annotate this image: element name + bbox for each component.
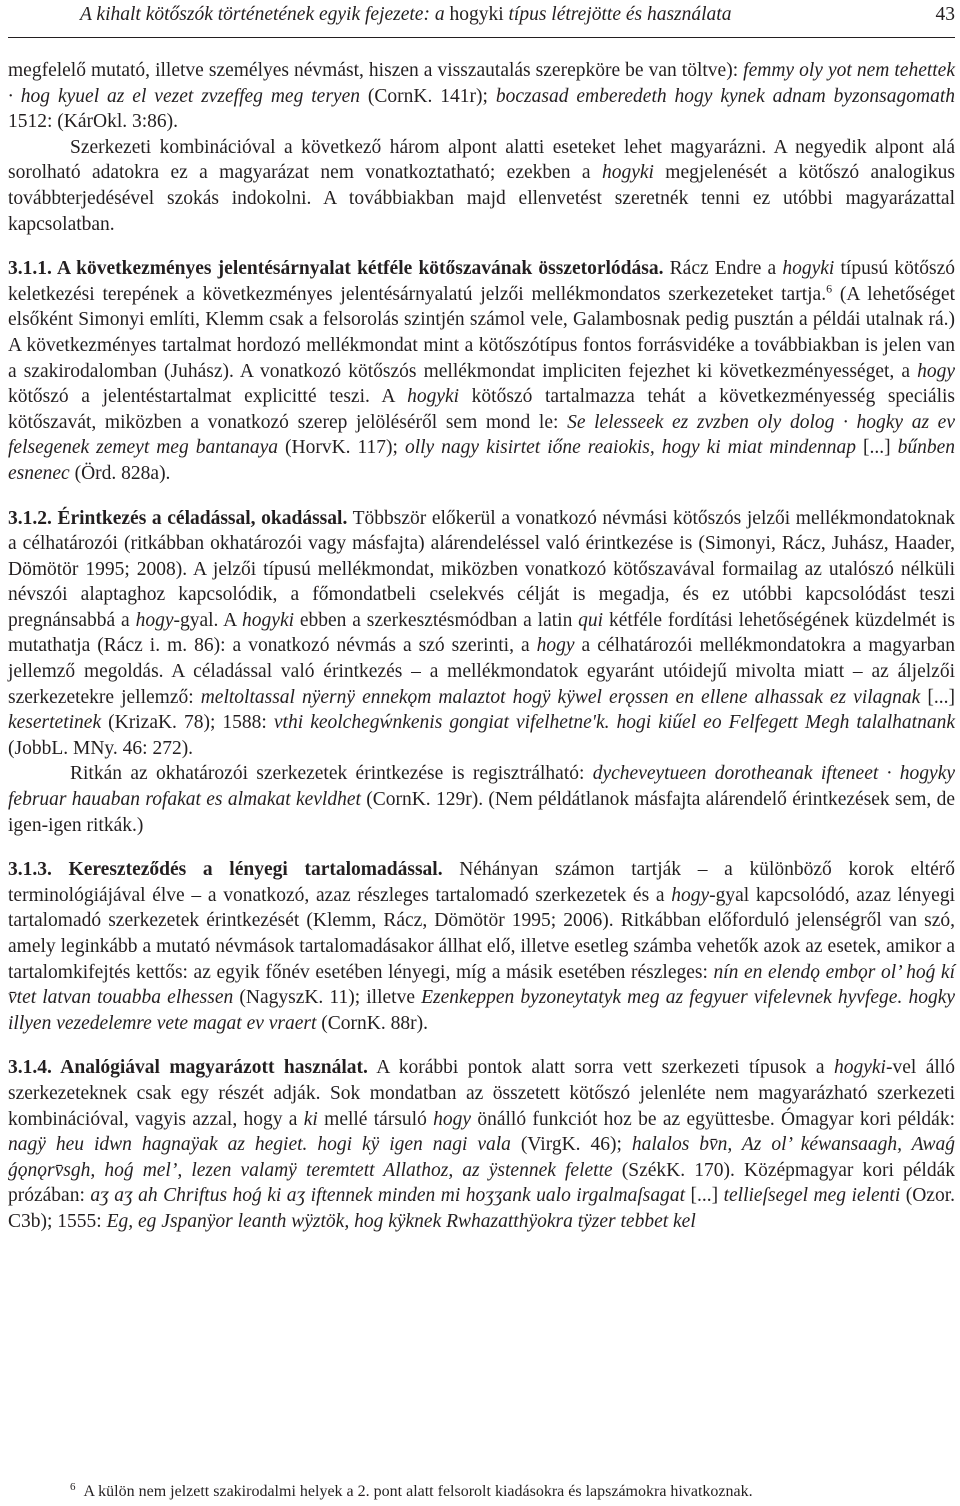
italic-citation: boczasad emberedeth hogy kynek adnam byzonsagomath bbox=[495, 85, 956, 107]
section-3-1-3 bbox=[8, 857, 955, 1036]
text-run: (VirgK. 46); bbox=[510, 1134, 632, 1156]
text-run: (SzékK. 170). Középmagyar kori példák prózában: bbox=[8, 1159, 955, 1207]
text-run: megjelenését a kötőszó analogikus továbbterjedésével szokás indokolni. A továbbiakban majd ellenvetést szeretnék tenni ez utóbbi magyarázattal kapcsolatban. bbox=[8, 162, 955, 235]
text-run: (NagyszK. 11); illetve bbox=[233, 987, 422, 1009]
text-run: (Ozor. C3b); 1555: bbox=[8, 1185, 955, 1232]
italic-citation: meltoltassal nÿernÿ ennekǫm malaztot hogÿ kÿwel erǫssen en ellene alhassak ez vilagnak bbox=[200, 686, 921, 708]
section-heading: 3.1.3. Kereszteződés a lényegi tartalomadással. bbox=[8, 859, 443, 881]
text-run: mellé társuló bbox=[317, 1108, 434, 1130]
paragraph bbox=[8, 761, 955, 838]
text-run: (CornK. 129r). (Nem példátlanok másfajta alárendelő érintkezések sem, de igen-igen ritkák.) bbox=[8, 789, 955, 836]
text-run: (CornK. 141r); bbox=[359, 85, 496, 107]
text-run: megfelelő mutató, illetve személyes névmást, hiszen a visszautalás szerepköre be van töltve): bbox=[8, 60, 744, 81]
italic-citation: hogy bbox=[671, 884, 710, 906]
italic-citation: hogyki bbox=[407, 386, 460, 408]
text-run: Rácz Endre a bbox=[663, 258, 783, 280]
text-run: önálló funkciót hoz be az együttesbe. Ómagyar kori példák: bbox=[471, 1108, 955, 1130]
text-run: (Örd. 828a). bbox=[69, 462, 171, 484]
text-run: Szerkezeti kombinációval a következő három alpont alatti eseteket lehet magyarázni. A negyedik alpont alá sorolható adatokra ez a magyarázat nem vonatkoztatható; ezekben a bbox=[8, 136, 955, 184]
italic-citation: aʒ aʒ ah Chriftus hoǵ ki aʒ iftennek minden mi hoʒʒank ualo irgalmaſsagat bbox=[90, 1185, 686, 1207]
running-title-part: A kihalt kötőszók történetének egyik fejezete: a bbox=[80, 4, 450, 25]
italic-citation: qui bbox=[578, 609, 604, 631]
section-3-1-1 bbox=[8, 256, 955, 486]
footnote-number: 6 bbox=[70, 1480, 76, 1493]
paragraph bbox=[8, 135, 955, 237]
text-run: Többször előkerül a vonatkozó névmási kötőszós jelzői mellékmondatoknak a célhatározói (ritkábban okhatározói vagy másfajta) alárendeléssel való érintkezése is (Simonyi, Rácz, Juhász, Haader, Dömötör 1995; 2008). A jelzői típusú mellékmondat, miközben vonatkozó kötőszavával formailag az utalószó nélküli névszói alaptaghoz kapcsolódik, a főmondatbeli cselekvés célját is megadja, és ez utóbbi kapcsolódást teszi pregnánsabbá a bbox=[8, 507, 955, 631]
italic-citation: hogyki bbox=[242, 609, 295, 631]
italic-citation: tellieſsegel meg ielenti bbox=[723, 1185, 901, 1207]
text-run: (KrizaK. 78); 1588: bbox=[101, 712, 274, 734]
italic-citation: Eg, eg Jspanÿor leanth wÿztök, hog kÿknek Rwhazatthÿokra tÿzer tebbet kel bbox=[106, 1210, 696, 1232]
body-text bbox=[8, 58, 955, 1235]
text-run: típusú kötőszó keletkezési terepének a következményes jelentésárnyalatú jelzői mellékmondatos szerkezeteket tartja. bbox=[8, 258, 955, 305]
text-run: Ritkán az okhatározói szerkezetek érintkezése is regisztrálható: bbox=[70, 763, 593, 785]
italic-citation: hogyki bbox=[782, 258, 835, 280]
running-title-keyword: hogyki bbox=[449, 4, 504, 25]
italic-citation: hogyki bbox=[601, 162, 654, 184]
italic-citation: bűnben esnenec bbox=[8, 437, 955, 484]
italic-citation: nagÿ heu idwn hagnaÿak az hegiet. hogi kÿ igen nagi vala bbox=[8, 1134, 511, 1156]
header-rule bbox=[8, 37, 955, 38]
text-run: -gyal kapcsolódó, azaz lényegi tartalomadó szerkezetek érintkezését (Klemm, Rácz, Dömötör 1995; 2006). Ritkábban előforduló jelenségről van szó, amely leginkább a mutató névmások tartalomadásakor állhat elő, illetve esetleg számba vehetők azok az esetek, amikor a tartalomkifejtés kettős: az egyik főnév esetében lényegi, míg a másik esetében részleges: bbox=[8, 884, 956, 983]
italic-citation: hogy bbox=[917, 360, 955, 382]
text-run: -gyal. A bbox=[173, 609, 243, 631]
italic-citation: hogy bbox=[135, 609, 174, 631]
running-title-part: típus létrejötte és használata bbox=[503, 4, 732, 25]
italic-citation: olly nagy kisirtet iőne reaiokis, hogy ki miat mindennap bbox=[404, 437, 856, 459]
paragraph bbox=[8, 58, 955, 135]
italic-citation: hogyki bbox=[833, 1057, 886, 1079]
text-run: (JobbL. MNy. 46: 272). bbox=[8, 737, 194, 759]
text-run: (A lehetőséget elsőként Simonyi említi, Klemm csak a felsorolás szintjén számol vele, Galambosnak pedig pusztán a példái utalnak rá.) A következményes tartalmat hordozó mellékmondat mint a kötőszótípus fontos forrásvidéke a továbbiakban is jelen van a szakirodalomban (Juhász). A vonatkozó kötőszós mellékmondat impliciten fejezhet ki következményességet, a bbox=[8, 283, 955, 382]
italic-citation: nín en elendǫ embǫr ol’ hoǵ kí v̄tet latvan touabba elhessen bbox=[8, 961, 955, 1009]
text-run: -vel álló szerkezeteknek csak egy részét adják. Sok mondatban az összetett kötőszó jelenléte nem magyarázható szerkezeti kombinációval, vagyis azzal, hogy a bbox=[8, 1057, 955, 1130]
footnote bbox=[70, 1482, 955, 1502]
text-run: kötőszó tartalmazza tehát a következményesség speciális kötőszavát, miközben a vonatkozó szerep jelöléséről sem mond le: bbox=[8, 386, 955, 433]
italic-citation: ki bbox=[303, 1108, 318, 1130]
footnote-text: A külön nem jelzett szakirodalmi helyek a 2. pont alatt felsorolt kiadásokra és lapszámokra hivatkoznak. bbox=[83, 1483, 753, 1500]
italic-citation: hogy bbox=[536, 635, 575, 657]
section-heading: 3.1.2. Érintkezés a céladással, okadással. bbox=[8, 507, 348, 529]
italic-citation: dycheveytueen dorotheanak ifteneet · hogyky februar hauaban rofakat es almakat kevldhet bbox=[8, 763, 955, 811]
italic-citation: Se lelesseek ez zvzben oly dolog · hogky az ev felsegenek zemeyt meg bantanaya bbox=[8, 411, 955, 459]
text-run: Néhányan számon tartják – a különböző korok eltérő terminológiájával élve – a vonatkozó, azaz részleges tartalomadó szerkezetek és a bbox=[8, 859, 955, 906]
text-run: ebben a szerkesztésmódban a latin bbox=[294, 609, 579, 631]
italic-citation: Ezenkeppen byzoneytatyk meg az fegyuer vifelevnek hyvfege. hogky illyen vezedelemre vete magat ev vraert bbox=[8, 987, 955, 1034]
section-3-1-4 bbox=[8, 1055, 955, 1234]
running-title bbox=[80, 4, 731, 26]
text-run: [...] bbox=[856, 437, 898, 459]
text-run: kétféle fordítási lehetőségének küzdelmét is mutathatja (Rácz i. m. 86): a vonatkozó névmás a szó szerinti, a bbox=[8, 609, 956, 657]
text-run: a célhatározói mellékmondatokra a magyarban jellemző megoldás. A céladással való érintkezés – a mellékmondatok egyaránt utóidejű mivolta miatt – az áljelzői szerkezetekre jellemző: bbox=[8, 635, 955, 708]
footnote-reference: 6 bbox=[826, 281, 833, 296]
text-run: [...] bbox=[920, 686, 955, 708]
text-run: [...] bbox=[685, 1185, 724, 1207]
italic-citation: vthi keolchegẃnkenis gongiat vifelhetne'k. hogi kiűel eo Felfegett Megh talalhatnank bbox=[273, 712, 955, 734]
italic-citation: hogy bbox=[433, 1108, 472, 1130]
italic-citation: femmy oly yot nem tehettek · hog kyuel az el vezet zvzeffeg meg teryen bbox=[8, 60, 955, 107]
text-run: 1512: (KárOkl. 3:86). bbox=[8, 111, 179, 133]
text-run: (HorvK. 117); bbox=[278, 437, 405, 459]
text-run: kötőszó a jelentéstartalmat explicitté teszi. A bbox=[8, 386, 408, 408]
section-3-1-2 bbox=[8, 506, 955, 762]
page-number: 43 bbox=[935, 4, 955, 25]
section-heading: 3.1.4. Analógiával magyarázott használat. bbox=[8, 1057, 368, 1079]
italic-citation: halalos bv̄n, Az ol’ kéwansaagh, Awaǵ ǵǫnǫrv̄sgh, hoǵ mel’, lezen valamÿ teremtett Allathoz, az ÿstennek felette bbox=[8, 1134, 955, 1181]
section-heading: 3.1.1. A következményes jelentésárnyalat kétféle kötőszavának összetorlódása. bbox=[8, 258, 664, 280]
text-run: A korábbi pontok alatt sorra vett szerkezeti típusok a bbox=[367, 1057, 834, 1079]
text-run: (CornK. 88r). bbox=[316, 1012, 428, 1034]
running-header bbox=[8, 4, 955, 28]
italic-citation: kesertetinek bbox=[8, 712, 102, 734]
